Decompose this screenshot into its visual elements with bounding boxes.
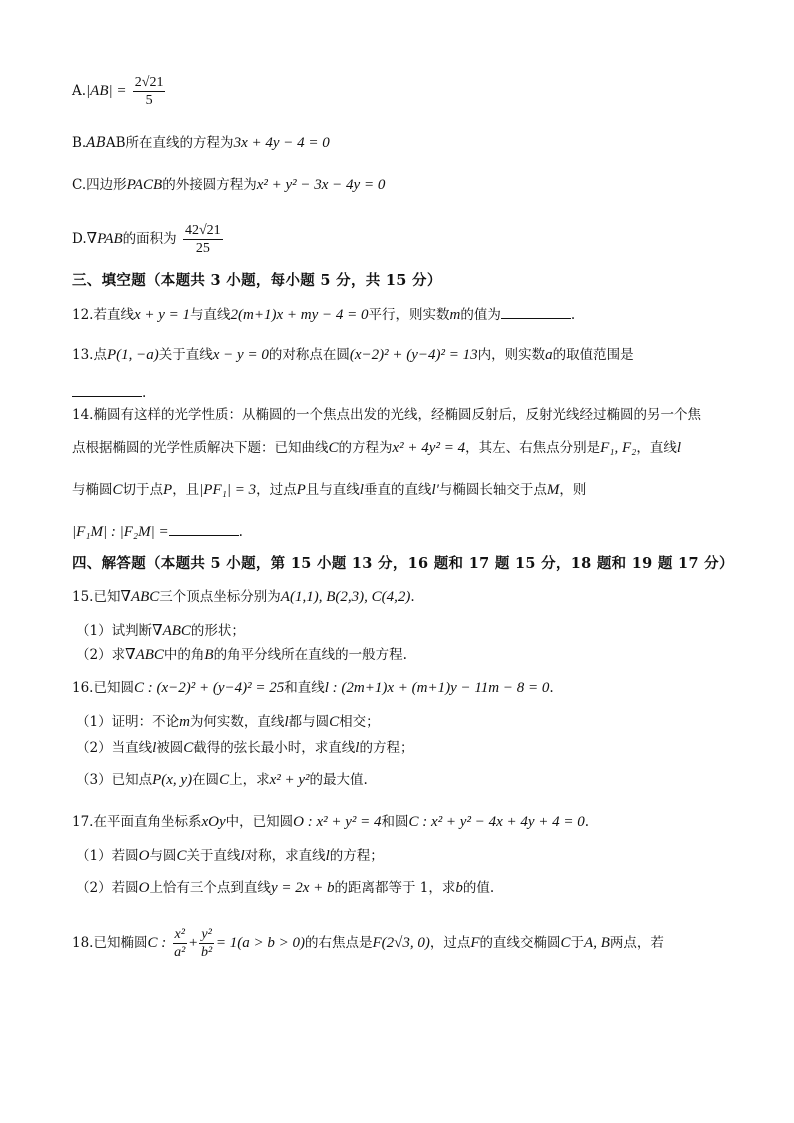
question-17-part-1: （1）若圆O与圆C关于直线l对称，求直线l的方程； <box>76 848 384 864</box>
answer-blank-14 <box>169 521 239 536</box>
question-16: 16.已知圆C : (x−2)² + (y−4)² = 25和直线l : (2m+1)x + (m+1)y − 11m − 8 = 0. <box>72 680 554 696</box>
section-4-heading: 四、解答题（本题共 5 小题，第 15 小题 13 分，16 题和 17 题 15 分，18 题和 19 题 17 分） <box>72 555 734 572</box>
question-17-part-2: （2）若圆O上恰有三个点到直线y = 2x + b的距离都等于 1，求b的值. <box>76 880 495 896</box>
option-b: B.ABAB所在直线的方程为3x + 4y − 4 = 0 <box>72 135 330 151</box>
question-17: 17.在平面直角坐标系xOy中，已知圆O : x² + y² = 4和圆C : x² + y² − 4x + 4y + 4 = 0. <box>72 814 590 830</box>
option-a-lhs: |AB| = <box>86 83 127 99</box>
question-12: 12.若直线x + y = 1与直线2(m+1)x + my − 4 = 0平行，则实数m的值为 . <box>72 304 732 325</box>
ellipse-x-fraction: $\frac{\text{x²}}{\text{a²}}$ <box>174 927 186 960</box>
question-15: 15.已知∇ABC三个顶点坐标分别为A(1,1), B(2,3), C(4,2). <box>72 589 415 605</box>
question-13: 13.点P(1, −a)关于直线x − y = 0的对称点在圆(x−2)² + (y−4)² = 13内，则实数a的取值范围是 <box>72 347 634 363</box>
question-14-line-3: 与椭圆C切于点P，且|PF₁| = 3，过点P且与直线l垂直的直线l′与椭圆长轴交于点M，则 <box>72 482 587 498</box>
option-a: A.|AB| = $\frac{2√21}{5}$ <box>72 75 164 108</box>
section-3-heading: 三、填空题（本题共 3 小题，每小题 5 分，共 15 分） <box>72 272 442 289</box>
question-16-part-3: （3）已知点P(x, y)在圆C上，求x² + y²的最大值. <box>76 772 368 788</box>
question-14-line-2: 点根据椭圆的光学性质解决下题：已知曲线C的方程为x² + 4y² = 4，其左、右焦点分别是F₁, F₂，直线l <box>72 440 682 456</box>
question-15-part-2: （2）求∇ABC中的角B的角平分线所在直线的一般方程. <box>76 647 407 663</box>
answer-blank-12 <box>501 304 571 319</box>
question-13-blank-line: . <box>72 382 732 403</box>
question-16-part-2: （2）当直线l被圆C截得的弦长最小时，求直线l的方程； <box>76 740 414 756</box>
question-14-line-1: 14.椭圆有这样的光学性质：从椭圆的一个焦点出发的光线，经椭圆反射后，反射光线经过椭圆的另一个焦 <box>72 407 701 423</box>
option-d-fraction: $\frac{42√21}{25}$ <box>184 223 221 256</box>
question-15-part-1: （1）试判断∇ABC的形状； <box>76 623 245 639</box>
question-14-line-4: |F₁M| : |F₂M| = . <box>72 521 732 542</box>
option-d: D.∇PAB的面积为 $\frac{42√21}{25}$ <box>72 223 221 256</box>
ellipse-y-fraction: $\frac{\text{y²}}{\text{b²}}$ <box>201 927 213 960</box>
option-c: C.四边形PACB的外接圆方程为x² + y² − 3x − 4y = 0 <box>72 177 386 193</box>
option-a-fraction: $\frac{2√21}{5}$ <box>134 75 164 108</box>
question-18: 18.已知椭圆C : $\frac{\text{x²}}{\text{a²}}$ + $\frac{\text{y²}}{\text{b²}}$ = 1(a > b > 0)的右焦点是F(2√3, 0)，过点F的直线交椭圆C于A, B两点，若 <box>72 927 664 960</box>
answer-blank-13 <box>72 382 142 397</box>
question-16-part-1: （1）证明：不论m为何实数，直线l都与圆C相交； <box>76 714 380 730</box>
